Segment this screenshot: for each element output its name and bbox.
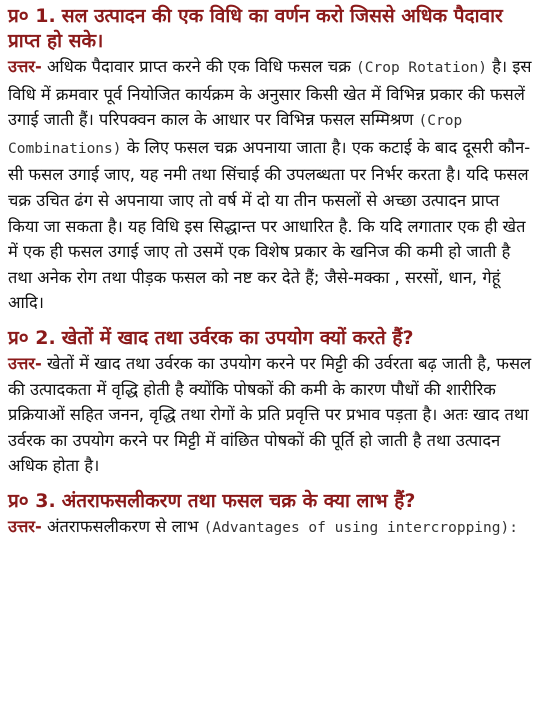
question-1-title: सल उत्पादन की एक विधि का वर्णन करो जिससे अधिक पैदावार प्राप्त हो सके। <box>8 5 503 52</box>
question-1-heading <box>8 4 534 54</box>
section-gap <box>8 479 534 489</box>
answer-1-text-b: है। इस विधि में क्रमवार पूर्व नियोजित कार्यक्रम के अनुसार किसी खेत में विभिन्न प्रकार की फसलें उगाई जाती हैं। परिपक्वन काल के आधार पर विभिन्न फसल सम्मिश्रण <box>8 57 532 130</box>
answer-1 <box>8 54 534 316</box>
answer-1-text-a: अधिक पैदावार प्राप्त करने की एक विधि फसल चक्र <box>41 57 357 76</box>
question-3 <box>8 489 534 542</box>
question-2-title: खेतों में खाद तथा उर्वरक का उपयोग क्यों करते हैं? <box>61 326 414 349</box>
question-3-heading <box>8 489 534 514</box>
question-2-number: प्र० 2. <box>8 326 56 349</box>
question-2 <box>8 326 534 479</box>
answer-1-english-term-2: (Crop Combinations) <box>8 113 463 157</box>
answer-1-label: उत्तर- <box>8 57 42 76</box>
answer-2 <box>8 351 534 479</box>
question-1 <box>8 4 534 316</box>
question-3-title: अंतराफसलीकरण तथा फसल चक्र के क्या लाभ हैं? <box>61 489 416 512</box>
answer-1-text-c: के लिए फसल चक्र अपनाया जाता है। एक कटाई के बाद दूसरी कौन-सी फसल उगाई जाए, यह नमी तथा सिंचाई की उपलब्धता पर निर्भर करता है। यदि फसल चक्र उचित ढंग से अपनाया जाए तो वर्ष में दो या तीन फसलों से अच्छा उत्पादन प्राप्त किया जा सकता है। यह विधि इस सिद्धान्त पर आधारित है. कि यदि लगातार एक ही खेत में एक ही फसल उगाई जाए तो उसमें एक विशेष प्रकार के खनिज की कमी हो जाती है तथा अनेक रोग तथा पीड़क फसल को नष्ट कर देते हैं; जैसे-मक्का , सरसों, धान, गेहूं आदि। <box>8 137 531 313</box>
answer-3-english-term: (Advantages of using intercropping): <box>203 519 518 536</box>
question-2-heading <box>8 326 534 351</box>
question-3-number: प्र० 3. <box>8 489 56 512</box>
answer-3-label: उत्तर- <box>8 516 42 536</box>
answer-2-text: खेतों में खाद तथा उर्वरक का उपयोग करने पर मिट्टी की उर्वरता बढ़ जाती है, फसल की उत्पादकता में वृद्धि होती है क्योंकि पोषकों की कमी के कारण पौधों की शारीरिक प्रक्रियाओं सहित जनन, वृद्धि तथा रोगों के प्रति प्रवृत्ति पर प्रभाव पड़ता है। अतः खाद तथा उर्वरक का उपयोग करने पर मिट्टी में वांछित पोषकों की पूर्ति हो जाती है तथा उत्पादन अधिक होता है। <box>8 353 532 476</box>
question-1-number: प्र० 1. <box>8 5 56 27</box>
answer-3 <box>8 514 534 542</box>
answer-1-english-term-1: (Crop Rotation) <box>356 60 487 76</box>
answer-2-label: उत्तर- <box>8 353 42 373</box>
section-gap <box>8 316 534 326</box>
answer-3-text: अंतराफसलीकरण से लाभ <box>41 516 204 536</box>
